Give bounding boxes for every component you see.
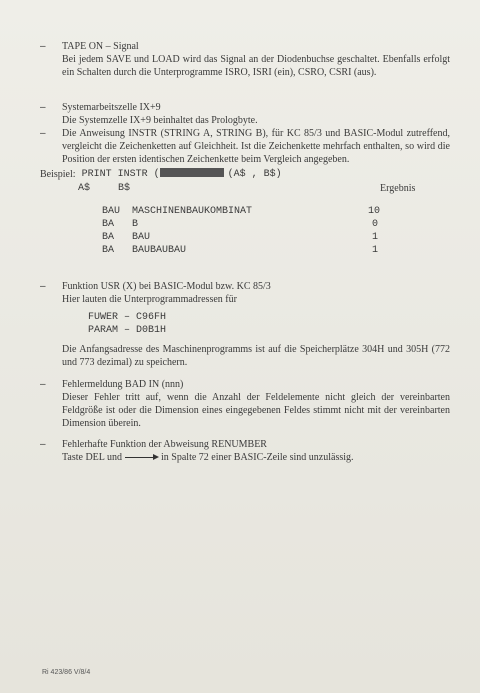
section-instr (40, 127, 450, 257)
dash-marker: – (40, 41, 46, 52)
section-body: Die Anweisung INSTR (STRING A, STRING B), für KC 85/3 und BASIC-Modul zutreffend, vergleicht die Zeichenketten auf Gleichheit. Ist die Zeichenkette mehrfach enthalten, so wird die Position der ersten identischen Zeichenkette beim Vergleich angegeben. (62, 128, 450, 165)
section-title: Fehlerhafte Funktion der Abweisung RENUMBER (62, 439, 267, 450)
section-title: Fehlermeldung BAD IN (nnn) (62, 379, 184, 390)
section-systemzelle (40, 101, 450, 127)
example-args: (A$ , B$) (227, 169, 282, 180)
address-param: PARAM – D0B1H (88, 325, 167, 336)
section-tape-on (40, 40, 450, 79)
example-code: PRINT INSTR ( (81, 169, 160, 180)
section-usr (40, 280, 450, 369)
section-renumber (40, 438, 450, 464)
section-title: Systemarbeitszelle IX+9 (62, 102, 161, 113)
dash-marker: – (40, 379, 46, 390)
column-header-a: A$ (78, 183, 91, 194)
table-row: BA BAU 1 (102, 232, 379, 243)
redacted-mark (160, 168, 224, 177)
table-row: BAU MASCHINENBAUKOMBINAT 10 (102, 206, 381, 217)
table-row: BA BAUBAUBAU 1 (102, 245, 379, 256)
section-note: Die Anfangsadresse des Maschinenprogramms ist auf die Speicherplätze 304H und 305H (772 und 773 dezimal) zu speichern. (62, 344, 450, 368)
example-table (40, 205, 450, 257)
table-row: BA B 0 (102, 219, 379, 230)
footer-code: Ri 423/86 V/8/4 (42, 669, 91, 676)
section-body: Taste DEL und in Spalte 72 einer BASIC-Zeile sind unzulässig. (62, 452, 354, 463)
section-body: Hier lauten die Unterprogrammadressen für (62, 294, 237, 305)
section-body: Bei jedem SAVE und LOAD wird das Signal an der Diodenbuchse geschaltet. Ebenfalls erfolgt ein Schalten durch die Unterprogramme ISRO, ISRI (ein), CSRO, CSRI (aus). (62, 54, 450, 78)
dash-marker: – (40, 281, 46, 292)
section-bad-in (40, 378, 450, 430)
example-label: Beispiel: (40, 169, 76, 180)
column-header-b: B$ (118, 183, 131, 194)
dash-marker: – (40, 102, 46, 113)
section-title: Funktion USR (X) bei BASIC-Modul bzw. KC 85/3 (62, 281, 271, 292)
section-body: Dieser Fehler tritt auf, wenn die Anzahl der Feldelemente nicht gleich der vereinbarten Feldgröße ist oder die Dimension eines eingegebenen Feldes stimmt nicht mit der vereinbarten Dimension überein. (62, 392, 450, 429)
dash-marker: – (40, 439, 46, 450)
section-title: TAPE ON – Signal (62, 41, 139, 52)
column-header-result: Ergebnis (380, 183, 416, 194)
address-fuwer: FUWER – C96FH (88, 312, 167, 323)
section-body: Die Systemzelle IX+9 beinhaltet das Prologbyte. (62, 115, 258, 126)
arrow-right-icon (125, 453, 159, 462)
dash-marker: – (40, 128, 46, 139)
